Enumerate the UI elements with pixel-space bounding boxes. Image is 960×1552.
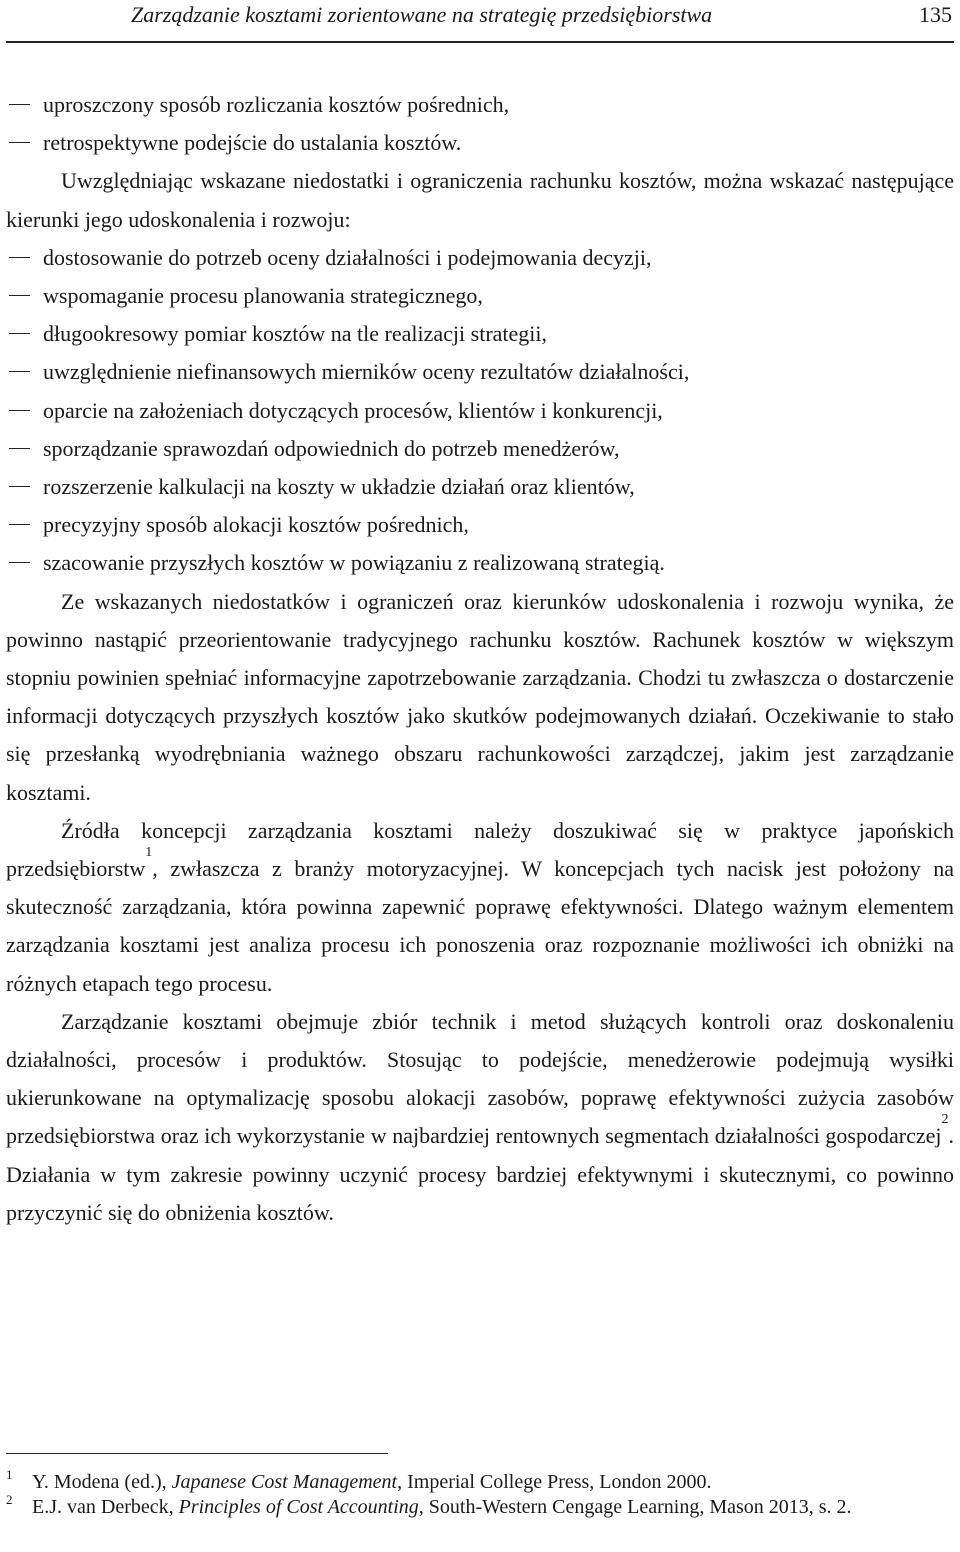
footnote-ref[interactable]: 2 <box>941 1112 949 1128</box>
list-deficiencies <box>6 86 954 162</box>
list-directions <box>6 239 954 583</box>
list-item: oparcie na założeniach dotyczących procesów, klientów i konkurencji, <box>6 392 954 430</box>
book-title: Japanese Cost Management <box>171 1471 398 1493</box>
dash-bullet <box>9 486 30 487</box>
page-header <box>0 0 960 46</box>
book-title: Principles of Cost Accounting <box>178 1496 419 1518</box>
dash-bullet <box>9 333 30 334</box>
footnote-number: 1 <box>6 1467 13 1482</box>
list-item: precyzyjny sposób alokacji kosztów pośrednich, <box>6 506 954 544</box>
list-item: uwzględnienie niefinansowych mierników oceny rezultatów działalności, <box>6 353 954 391</box>
paragraph-origins: Źródła koncepcji zarządzania kosztami należy doszukiwać się w praktyce japońskich przedsiębiorstw$^1$, zwłaszcza z branży motoryzacyjnej. W koncepcjach tych nacisk jest położony na skuteczność zarządzania, która powinna zapewnić poprawę efektywności. Dlatego ważnym elementem zarządzania kosztami jest analiza procesu ich ponoszenia oraz rozpoznanie możliwości ich obniżki na różnych etapach tego procesu. <box>6 817 954 996</box>
dash-bullet <box>9 448 30 449</box>
footnote: 2 E.J. van Derbeck, Principles of Cost Accounting, South-Western Cengage Learning, Mason 2013, s. 2. <box>6 1495 954 1520</box>
paragraph-cost-management: Zarządzanie kosztami obejmuje zbiór technik i metod służących kontroli oraz doskonaleniu działalności, procesów i produktów. Stosując to podejście, menedżerowie podejmują wysiłki ukierunkowane na optymalizację sposobu alokacji zasobów, poprawę efektywności zużycia zasobów przedsiębiorstwa oraz ich wykorzystanie w najbardziej rentownych segmentach działalności gospodarczej$^2$. Działania w tym zakresie powinny uczynić procesy bardziej efektywnymi i skutecznymi, co powinno przyczynić się do obniżenia kosztów. <box>6 1008 954 1225</box>
paragraph-reorientation: Ze wskazanych niedostatków i ograniczeń oraz kierunków udoskonalenia i rozwoju wynika, że powinno nastąpić przeorientowanie tradycyjnego rachunku kosztów. Rachunek kosztów w większym stopniu powinien spełniać informacyjne zapotrzebowanie zarządzania. Chodzi tu zwłaszcza o dostarczenie informacji dotyczących przyszłych kosztów jako skutków podejmowanych działań. Oczekiwanie to stało się przesłanką wyodrębniania ważnego obszaru rachunkowości zarządczej, jakim jest zarządzanie kosztami. <box>6 588 954 805</box>
body-text <box>6 86 954 1232</box>
list-item: rozszerzenie kalkulacji na koszty w układzie działań oraz klientów, <box>6 468 954 506</box>
dash-bullet <box>9 562 30 563</box>
dash-bullet <box>9 524 30 525</box>
list-item: sporządzanie sprawozdań odpowiednich do potrzeb menedżerów, <box>6 430 954 468</box>
list-item: długookresowy pomiar kosztów na tle realizacji strategii, <box>6 315 954 353</box>
list-item: dostosowanie do potrzeb oceny działalności i podejmowania decyzji, <box>6 239 954 277</box>
footnote-separator <box>6 1453 388 1454</box>
footnotes <box>6 1467 954 1520</box>
running-title: Zarządzanie kosztami zorientowane na strategię przedsiębiorstwa <box>131 2 713 27</box>
list-item: retrospektywne podejście do ustalania kosztów. <box>6 124 954 162</box>
dash-bullet <box>9 371 30 372</box>
footnote-number: 2 <box>6 1492 13 1507</box>
list-item: szacowanie przyszłych kosztów w powiązaniu z realizowaną strategią. <box>6 544 954 582</box>
header-rule <box>6 41 954 43</box>
dash-bullet <box>9 142 30 143</box>
list-item: uproszczony sposób rozliczania kosztów pośrednich, <box>6 86 954 124</box>
dash-bullet <box>9 410 30 411</box>
dash-bullet <box>9 257 30 258</box>
list-item: wspomaganie procesu planowania strategicznego, <box>6 277 954 315</box>
footnote: 1 Y. Modena (ed.), Japanese Cost Management, Imperial College Press, London 2000. <box>6 1470 954 1495</box>
dash-bullet <box>9 104 30 105</box>
dash-bullet <box>9 295 30 296</box>
page-number: 135 <box>919 2 952 27</box>
intro-paragraph: Uwzględniając wskazane niedostatki i ograniczenia rachunku kosztów, można wskazać następujące kierunki jego udoskonalenia i rozwoju: <box>6 168 954 232</box>
footnote-ref[interactable]: 1 <box>145 845 153 861</box>
